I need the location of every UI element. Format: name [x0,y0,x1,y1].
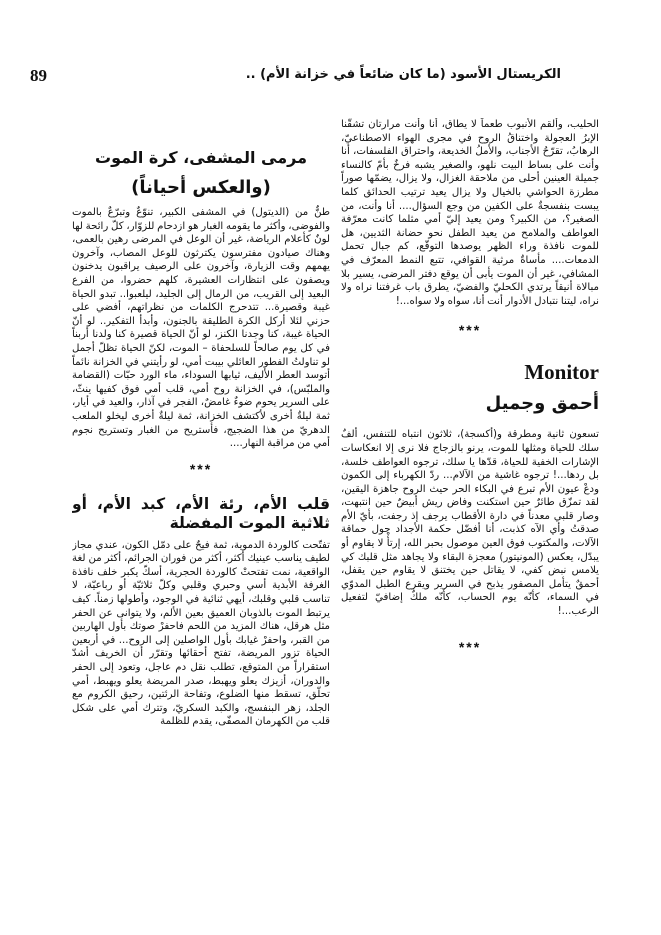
right-paragraph-2: تسعون ثانية ومطرقة و(أكسجة)، ثلاثون انتباه للتنفس، ألفٌ سلك للحياة ومثلها للموت، يرنو بالزجاج فلا نرى إلا انعكاسات الإشارات الخفية للحياة، قدّها يا سلك، ترجوه العواطف خلسة، بل ردها...! ترجوه غاشية من الآلام... ردّ الكهرباء إلى الكمون ودعْ عيون الأم تبرع في البكاء الحر حيث الروح جاهزة اليقين، لقد تمزّق طائرٌ حين استكنت وفاض ريش أبيضٌ حين انتبهت، وصار قلبي معدناً في دارة الأقطاب يرجف إذ رجفت، بأيّ الأم صدقتُ وأي الآه كذبت، أنا أفضّل حكمة الأجداد حول حماقة الآلات، والمكتوب فوق العين موصول بحبر الله، إرتأْ لا يقاوم أو يبدّل، يعكس (المونيتور) معجزة البقاء ولا يجاهد مثل قلبك كي يلامس نبض كفي، لا يقاتل حين يختنق لا يقاوم حين يقفل، أحمقٌ يتأمل المصفور يذبح في السرير ويقرع الطبل المدوّي في السماء، كأنّه يوم الحساب، كأنّه ملكٌ إضافيّ لتفعيل الرعب...! [341,429,599,618]
page-header [30,66,561,85]
running-title: الكريستال الأسود (ما كان ضائعاً في خزانة الأم) .. [245,67,561,82]
section-title-mother: قلب الأم، رئة الأم، كبد الأم، أو ثلاثية الموت المفضلة [72,494,330,532]
section-separator: *** [458,322,482,339]
section-title-hospital: مرمى المشفى، كرة الموت [95,148,307,167]
section-title-monitor: Monitor [524,360,599,385]
left-paragraph-2: تفتّحت كالوردة الدموية، ثمة فيحٌ على دمّل الكون، عندي مجاز لطيف يناسب عينيك أكثر، أكثر من فوران الجرائم، أكثر من لغة الواقعية، نمت تفتحتْ كالوردة الحجرية، أسكّ يكبر خلف نافذة الغرفة الأبدية أسي وحبري وقلبي وكلّ ثلاثيّة أو رباعيّة، لا تناسب قلبي وقلبك، أيهي ثنائية في الوجود، وأطولها زمناً. كيف يرتبط الموت بالذوبان العميق بعين الألم، ولا يتوانى عن الحفر مثل هرقل، هناك المزيد من اللحم فاحفرْ صوتك بأول الهاربين من القبر، واحفرْ غيابك بأول الواصلين إلى الروح... في أربعين الحياة تزور المريضة، تفتح أحقائها وتقرّر أن الخريف أشدّ استقراراً من المتوقع، تطلب نقل دم عاجل، وتعود إلى الحفر والدوران، أزيزك يعلو ويهبط، صدر المريضة يعلو ويهبط، أمي تحلّق، تسقط منها الضلوع، وتفاحة الرئتين، رحيق الكروم مع الجلد، زهر البنفسج، والكبد السكريّ، وتترك أمي على شكل قلب من الكهرمان المصفّى، يقدم للظلمة [72,539,330,728]
right-paragraph-1: الحليب، وألقم الأنبوب طعماً لا يطاق، أنا وأنت مرارتان تشقّنا الإبرُ العجولة واختناقُ الروح في مجرى الهواء الاصطناعيّ، الرهابُ، تقرّحُ الأجناب، والأملُ الخديعة، واحتراق الفلسفات، أنا وأنت على بساط البيت نلهو، والصغير يشبه فرخٌ بأمّ كالنساء جميلة العينين أحلى من ملاحقة الغزال، ولا يزال، يضمّها صوراً مطرزة الحواشي بالخيال ولا يزال يعيد ترتيب الحدائق كلما يبست بنفسجةٌ على الكفين من وجع السؤال.... أنا وأنت، من الصغير؟، من الكبير؟ ومن يعيد إليّ أمي مثلما كانت معرّفة العواطف والملامح من يعيد الطفل نحو حضانة الثديين، هل للموت نافذة وراء الظهر يوصدها التوقّع، كم جبال تحمل الدمعات.... مأساةٌ مرثية القوافي، تتبع النمط المعرّف في المشافي، غير أن الموت يأبى أن يوقع دفتر المرضى، يسير بلا مبالاة أنيقاً يرتدي الكحليّ والفضيّ، يطرق باب غرفتنا نراه ولا نراه، ليتنا نتبادل الأدوار أنت أنا، سواه ولا سواه...! [341,119,599,307]
section-subtitle-monitor: أحمق وجميل [485,393,599,415]
left-column [72,118,330,908]
right-column [341,118,599,898]
section-separator: *** [458,638,482,655]
left-paragraph-1: طنٌّ من (الديتول) في المشفى الكبير، تنوّعٌ وتبرّعٌ بالموت والفوضى، وأكثر ما يقومه الغبار هو ازدحام للزوّار، كلّ رائحة لها لونٌ كأعلام الرياضة، غير أن الوعل في المرضى رهين بالعمى، وهناك صيادون مفترسون يكترثون للوعل المصاب، وآخرون يهمهم وقت الزيارة، وآخرون على الرصيف يراقبون يدخنون ويصفون على انتظارات العشيرة، كلهم حضروا، من الفرع البعيد إلى القريب، من الرمال إلى الجليد، ليلعبوا.. تبدو الحياة غيبة وقصيرة... تتدحرج الكلمات من نظراتهم، أفضي على حزني لئلا أركل الكرة الطليقة بالجنون، وأبدأ التفكير.. لو أنّ الحياة غيبة، كنا وجدنا الكنز، لو أنّ الحياة قصيرة كنا ولدنا أربناً في كل يوم صالحاً للسلحفاة – الموت، لكنّ الحياة تظلّ أجمل لو تناولتُ الفطور العائلي بيبت أمي، لو رأيتني في الخزانة نائماً أتوسد العطر الأليف، ثيابها السوداء، ماء الورد حبّات (القضامة والملبّس)، في الخزانة روح أمي، قلب أمي فوق كفيها ينثّ، على السرير يحوم ضوءٌ غامضٌ، الفجر في آذار، والعيد في أيار، ثمة ليلةٌ أخرى لأكتشف الخزانة، ثمة ليلةٌ أخرى ليخلو الملعب الدهريّ من هذا الضجيج، فأستريح من الغبار وتستريح نجوم أمي من مراقبة النهار.... [72,207,330,450]
page-number: 89 [30,66,47,85]
section-subtitle-hospital: (والعكس أحياناً) [131,177,271,198]
section-separator: *** [189,460,213,477]
